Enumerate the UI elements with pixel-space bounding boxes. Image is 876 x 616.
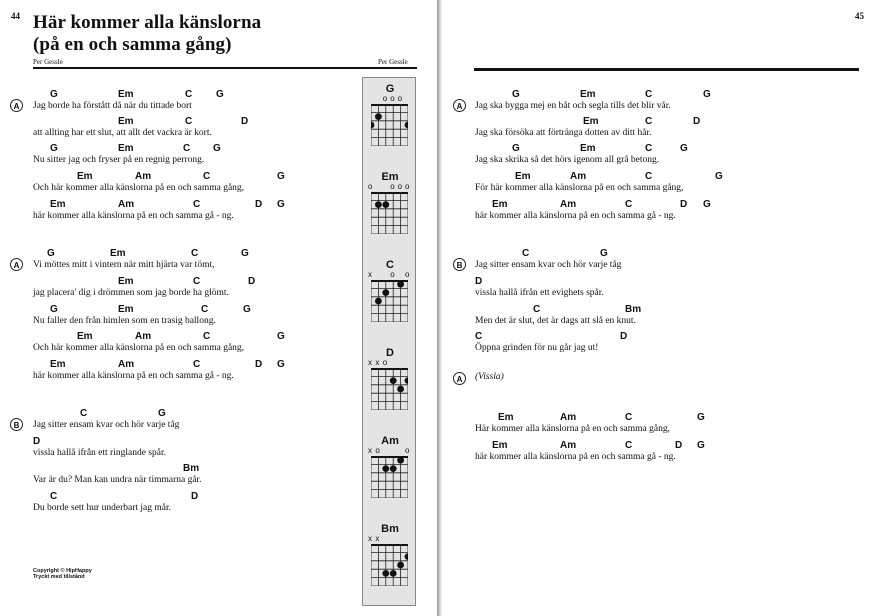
open-string-marker: o [382,94,388,103]
finger-dot [405,122,408,129]
lyric-text: vissla hallå ifrån ett ringlande spår. [33,448,166,458]
chord-symbol: Em [118,116,134,127]
chord-symbol: Em [118,143,134,154]
finger-dot [405,377,408,384]
chord-symbol: G [680,143,688,154]
chord-symbol: C [475,331,483,342]
chord-symbol: Am [560,199,577,210]
chord-symbol: C [645,116,653,127]
chord-symbol: G [277,171,285,182]
lyric-text: Jag borde ha förstått då när du tittade bort [33,101,192,111]
chord-symbol: C [201,304,209,315]
lyric-text: Här kommer alla känslorna på en och samma gång, [475,424,670,434]
open-string-marker: o [368,182,373,191]
chord-symbol: D [255,359,263,370]
chord-symbol: C [645,89,653,100]
chord-symbol: C [183,143,191,154]
lyric-text: Nu faller den från himlen som en trasig ballong. [33,316,216,326]
lyric-text: Men det är slut, det är dags att slå en knut. [475,316,636,326]
finger-dot [390,377,397,384]
fretboard-grid [371,368,408,410]
finger-dot [371,122,374,129]
chord-symbol: G [50,143,58,154]
chord-symbol: D [191,491,199,502]
chord-symbol: G [213,143,221,154]
chord-symbol: G [50,304,58,315]
chord-symbol: Em [580,89,596,100]
open-muted-markers [363,183,417,192]
chord-symbol: C [625,412,633,423]
credit-lyrics: Per Gessle [378,58,408,66]
chord-symbol: Em [583,116,599,127]
finger-dot [382,289,389,296]
chord-diagram [363,435,417,515]
open-muted-markers [363,95,417,104]
finger-dot [390,570,397,577]
chord-diagram [363,259,417,339]
section-marker: A [10,99,23,112]
chord-symbol: G [703,89,711,100]
chord-symbol: C [625,199,633,210]
chord-symbol: G [697,412,705,423]
chord-symbol: Em [492,199,508,210]
lyric-text: här kommer alla känslorna på en och samma gå - ng. [33,371,234,381]
chord-diagram-name: G [385,83,395,95]
chord-symbol: Em [498,412,514,423]
section-marker: A [453,99,466,112]
open-string-marker: o [390,94,395,103]
lyric-text: Jag ska skrika så det hörs igenom all grå betong. [475,155,660,165]
chord-diagram-name: Bm [381,523,399,535]
chord-symbol: G [697,440,705,451]
muted-string-marker: x [368,446,372,455]
open-string-marker: o [405,182,410,191]
finger-dot [405,553,408,560]
open-muted-markers [363,359,417,368]
lyric-text: här kommer alla känslorna på en och samma gå - ng. [475,211,676,221]
finger-dot [397,281,404,288]
lyric-text: Du borde sett hur underbart jag mår. [33,503,171,513]
chord-symbol: C [185,89,193,100]
lyric-text: Jag ska bygga mej en båt och segla tills det blir vår. [475,101,671,111]
finger-dot [390,465,397,472]
chord-symbol: G [277,331,285,342]
chord-symbol: C [645,171,653,182]
chord-diagram-name: C [386,259,394,271]
chord-symbol: Em [50,359,66,370]
credit-music: Per Gessle [33,58,63,66]
chord-diagram-name: Am [381,435,399,447]
chord-symbol: Am [560,440,577,451]
page-number: 45 [855,11,864,21]
fretboard-grid [371,456,408,498]
nut [371,544,408,546]
song-title: Här kommer alla känslorna [33,12,262,33]
muted-string-marker: x [375,358,380,367]
chord-symbol: C [193,359,201,370]
lyric-text: Öppna grinden för nu går jag ut! [475,343,599,353]
open-string-marker: o [390,182,395,191]
chord-symbol: D [248,276,256,287]
finger-dot [375,201,382,208]
open-string-marker: o [397,182,403,191]
chord-symbol: Am [560,412,577,423]
lyric-text: att allting har ett slut, att allt det vackra är kort. [33,128,212,138]
chord-diagram-name: Em [381,171,399,183]
chord-symbol: C [625,440,633,451]
fretboard-grid [371,544,408,586]
chord-symbol: D [33,436,41,447]
open-muted-markers [363,271,417,280]
section-marker: A [453,372,466,385]
chord-diagram-name: D [386,347,394,359]
lyric-text: jag placera' dig i drömmen som jag borde ha glömt. [33,288,229,298]
nut [371,192,408,194]
chord-symbol: Am [135,331,152,342]
fretboard-grid [371,192,408,234]
chord-symbol: D [475,276,483,287]
finger-dot [397,562,404,569]
chord-symbol: Em [77,331,93,342]
chord-symbol: Em [515,171,531,182]
header-rule [474,68,859,71]
chord-symbol: G [715,171,723,182]
song-subtitle: (på en och samma gång) [33,34,232,55]
chord-symbol: C [50,491,58,502]
section-marker: B [10,418,23,431]
lyric-text: vissla hallå ifrån ett evighets spår. [475,288,604,298]
right-page [442,0,876,616]
chord-symbol: G [158,408,166,419]
chord-symbol: D [241,116,249,127]
chord-symbol: D [255,199,263,210]
chord-symbol: G [512,143,520,154]
lyric-text: Nu sitter jag och fryser på en regnig perrong. [33,155,205,165]
chord-symbol: Am [118,199,135,210]
chord-symbol: Em [77,171,93,182]
lyric-text: här kommer alla känslorna på en och samma gå - ng. [33,211,234,221]
chord-symbol: Am [118,359,135,370]
chord-symbol: C [193,199,201,210]
lyric-text: Jag ska försöka att förtränga dotten av ditt hår. [475,128,652,138]
muted-string-marker: x [368,534,372,543]
lyric-text: Jag sitter ensam kvar och hör varje tåg [475,260,622,270]
finger-dot [382,465,389,472]
performance-note: (Vissla) [475,372,504,382]
chord-symbol: Em [580,143,596,154]
chord-symbol: G [47,248,55,259]
muted-string-marker: x [375,534,380,543]
title-rule [33,67,417,69]
fretboard-grid [371,104,408,146]
permission-line: Tryckt med tillstånd [33,574,85,580]
lyric-text: här kommer alla känslorna på en och samma gå - ng. [475,452,676,462]
open-muted-markers [363,535,417,544]
finger-dot [382,570,389,577]
left-page [0,0,437,616]
chord-symbol: D [680,199,688,210]
open-string-marker: o [405,270,410,279]
finger-dot [375,113,382,120]
open-string-marker: o [382,358,388,367]
chord-symbol: C [522,248,530,259]
muted-string-marker: x [368,270,372,279]
chord-symbol: C [203,171,211,182]
chord-symbol: C [645,143,653,154]
lyric-text: Och här kommer alla känslorna på en och samma gång, [33,343,245,353]
open-string-marker: o [405,446,410,455]
chord-symbol: G [243,304,251,315]
chord-symbol: Em [118,276,134,287]
muted-string-marker: x [368,358,372,367]
chord-diagram [363,171,417,251]
open-muted-markers [363,447,417,456]
chord-symbol: Bm [183,463,200,474]
chord-symbol: D [693,116,701,127]
lyric-text: Jag sitter ensam kvar och hör varje tåg [33,420,180,430]
chord-symbol: G [216,89,224,100]
finger-dot [397,386,404,393]
chord-symbol: G [703,199,711,210]
lyric-text: Var är du? Man kan undra när timmarna går. [33,475,202,485]
chord-symbol: G [512,89,520,100]
chord-diagram [363,83,417,163]
chord-diagram [363,347,417,427]
lyric-text: Och här kommer alla känslorna på en och samma gång, [33,183,245,193]
chord-symbol: D [675,440,683,451]
chord-diagram-panel [362,77,416,606]
chord-symbol: C [185,116,193,127]
chord-symbol: C [533,304,541,315]
chord-symbol: C [203,331,211,342]
open-string-marker: o [375,446,380,455]
finger-dot [397,457,404,464]
chord-symbol: C [193,276,201,287]
chord-symbol: Em [118,89,134,100]
lyric-text: Vi möttes mitt i vintern när mitt hjärta var tömt, [33,260,215,270]
chord-symbol: G [241,248,249,259]
chord-symbol: Em [118,304,134,315]
finger-dot [375,298,382,305]
chord-symbol: C [191,248,199,259]
section-marker: B [453,258,466,271]
chord-symbol: C [80,408,88,419]
chord-symbol: Em [50,199,66,210]
chord-symbol: Em [492,440,508,451]
chord-symbol: G [600,248,608,259]
chord-symbol: Em [110,248,126,259]
chord-diagram [363,523,417,603]
fretboard-grid [371,280,408,322]
open-string-marker: o [397,94,403,103]
chord-symbol: Am [570,171,587,182]
nut [371,368,408,370]
chord-symbol: Am [135,171,152,182]
section-marker: A [10,258,23,271]
copyright-line: Copyright © HipHappy [33,568,92,574]
chord-symbol: D [620,331,628,342]
finger-dot [382,201,389,208]
chord-symbol: G [50,89,58,100]
chord-symbol: G [277,199,285,210]
lyric-text: För här kommer alla känslorna på en och samma gång, [475,183,684,193]
chord-symbol: Bm [625,304,642,315]
nut [371,104,408,106]
open-string-marker: o [390,270,395,279]
copyright-notice [33,568,92,580]
chord-symbol: G [277,359,285,370]
page-number: 44 [11,11,20,21]
